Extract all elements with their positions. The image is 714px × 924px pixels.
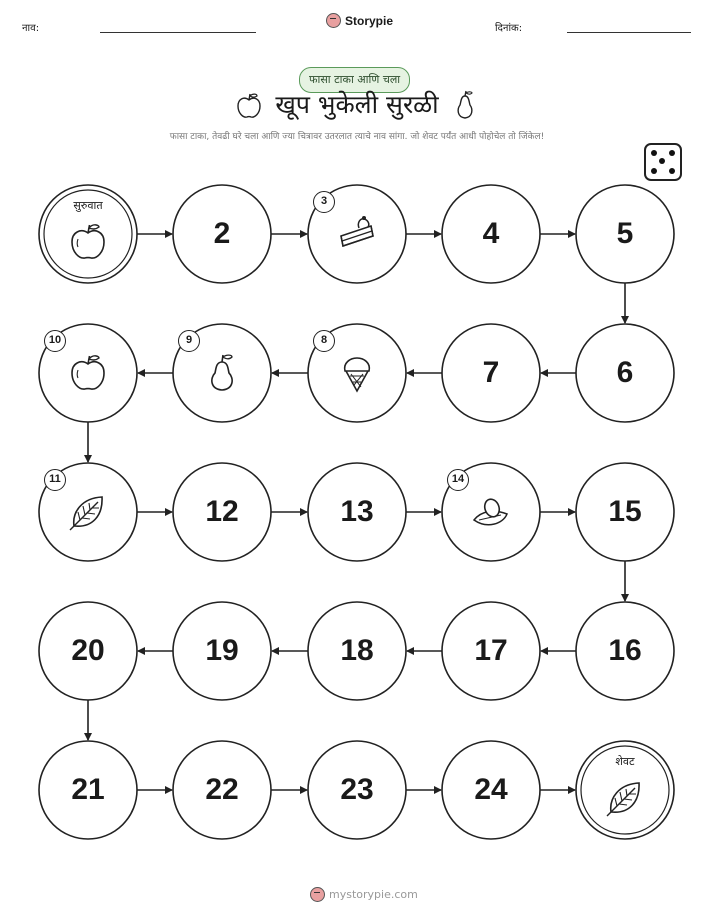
cell-number: 5 (616, 217, 634, 250)
leaf-icon (68, 492, 108, 532)
apple-icon (68, 353, 108, 393)
brand-name: Storypie (345, 13, 394, 28)
footer-url: mystorypie.com (329, 888, 418, 901)
cell-number-badge: 11 (44, 469, 66, 491)
cell-number-badge: 8 (313, 330, 335, 352)
cell-number: 20 (71, 634, 105, 667)
end-label: शेवट (615, 755, 635, 768)
egg-icon (471, 492, 511, 532)
leaf-icon (605, 778, 645, 818)
cell-number: 7 (482, 356, 500, 389)
footer (310, 887, 418, 902)
pear-icon (202, 353, 242, 393)
ice-cream-icon (337, 353, 377, 393)
cell-number-badge: 10 (44, 330, 66, 352)
cell-number: 2 (213, 217, 231, 250)
cell-number: 16 (608, 634, 642, 667)
cell-number: 13 (340, 495, 374, 528)
cake-icon (337, 214, 377, 254)
cell-number: 21 (71, 773, 105, 806)
date-label: दिनांक: (495, 23, 523, 34)
page-title: खूप भुकेली सुरळी (275, 90, 439, 119)
start-label: सुरुवात (73, 199, 103, 212)
cell-number-badge: 9 (178, 330, 200, 352)
cell-number: 12 (205, 495, 239, 528)
cell-number: 4 (482, 217, 500, 250)
cell-number-badge: 3 (313, 191, 335, 213)
cell-number: 17 (474, 634, 508, 667)
cell-number: 18 (340, 634, 374, 667)
mascot-icon (310, 887, 325, 902)
cell-number: 22 (205, 773, 239, 806)
cell-number-badge: 14 (447, 469, 469, 491)
cell-number: 15 (608, 495, 642, 528)
cell-number: 23 (340, 773, 374, 806)
apple-icon (68, 222, 108, 262)
cell-number: 6 (616, 356, 634, 389)
instructions-text: फासा टाका, तेवढी घरे चला आणि ज्या चित्रावर उतरलात त्याचे नाव सांगा. जो शेवट पर्यंत आधी पोहोचेल तो जिंकेल! (169, 132, 545, 142)
cell-number: 19 (205, 634, 239, 667)
activity-tag: फासा टाका आणि चला (299, 67, 410, 93)
name-label: नाव: (22, 23, 40, 34)
cell-number: 24 (474, 773, 508, 806)
